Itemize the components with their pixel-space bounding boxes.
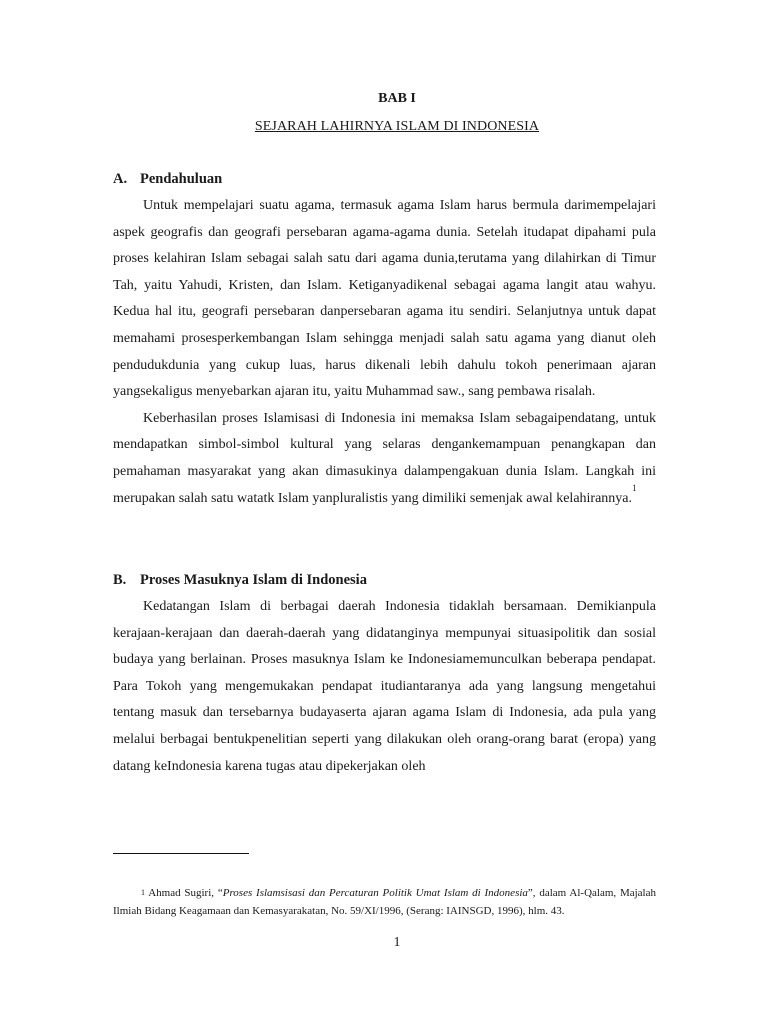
footnote-number: 1 xyxy=(141,888,145,897)
footnote-1 xyxy=(113,885,656,920)
footnote-work-title: Proses Islamsisasi dan Percaturan Politik Umat Islam di Indonesia xyxy=(222,887,528,899)
section-a-paragraph-2-text: Keberhasilan proses Islamisasi di Indonesia ini memaksa Islam sebagaipendatang, untuk mendapatkan simbol-simbol kultural yang selaras dengankemampuan penangkapan dan pemahaman masyarakat yang akan dimasukinya dalampengakuan dunia Islam. Langkah ini merupakan salah satu watatk Islam yanpluralistis yang dimiliki semenjak awal kelahirannya. xyxy=(113,410,656,506)
section-a-title: Pendahuluan xyxy=(140,171,223,187)
footnote-details: ”, dalam Al-Qalam, Majalah Ilmiah Bidang Keagamaan dan Kemasyarakatan, No. 59/XI/1996, (Serang: IAINSGD, 1996), hlm. 43. xyxy=(113,887,656,917)
footnote-separator xyxy=(113,853,249,854)
section-a-paragraph-2 xyxy=(113,406,656,512)
footnote-reference: 1 xyxy=(632,482,637,493)
section-a-body xyxy=(113,193,656,512)
section-b-heading xyxy=(113,572,367,589)
section-b-label: B. xyxy=(113,572,127,588)
footnote-author: Ahmad Sugiri, “ xyxy=(148,887,223,899)
chapter-label: BAB I xyxy=(378,91,416,106)
section-b-paragraph-1: Kedatangan Islam di berbagai daerah Indonesia tidaklah bersamaan. Demikianpula kerajaan-kerajaan dan daerah-daerah yang didatanginya mempunyai situasipolitik dan sosial budaya yang berlainan. Proses masuknya Islam ke Indonesiamemunculkan beberapa pendapat. Para Tokoh yang mengemukakan pendapat itudiantaranya ada yang langsung mengetahui tentang masuk dan tersebarnya budayaserta ajaran agama Islam di Indonesia, ada pula yang melalui berbagai bentukpenelitian seperti yang dilakukan oleh orang-orang barat (eropa) yang datang keIndonesia karena tugas atau dipekerjakan oleh xyxy=(113,599,656,774)
section-a-heading xyxy=(113,171,222,188)
section-a-label: A. xyxy=(113,171,128,187)
section-b-title: Proses Masuknya Islam di Indonesia xyxy=(140,572,367,588)
chapter-title: SEJARAH LAHIRNYA ISLAM DI INDONESIA xyxy=(254,119,540,134)
page-number: 1 xyxy=(393,935,401,950)
section-a-paragraph-1: Untuk mempelajari suatu agama, termasuk agama Islam harus bermula darimempelajari aspek geografis dan geografi persebaran agama-agama dunia. Setelah itudapat dipahami pula proses kelahiran Islam sebagai salah satu dari agama dunia,terutama yang dilahirkan di Timur Tah, yaitu Yahudi, Kristen, dan Islam. Ketiganyadikenal sebagai agama langit atau wahyu. Kedua hal itu, geografi persebaran danpersebaran agama itu sendiri. Selanjutnya untuk dapat memahami prosesperkembangan Islam sehingga menjadi salah satu agama yang dianut oleh pendudukdunia yang cukup luas, harus dikenali lebih dahulu tokoh penerimaan ajaran yangsekaligus menyebarkan ajaran itu, yaitu Muhammad saw., sang pembawa risalah. xyxy=(113,198,656,400)
section-b-body xyxy=(113,594,656,780)
